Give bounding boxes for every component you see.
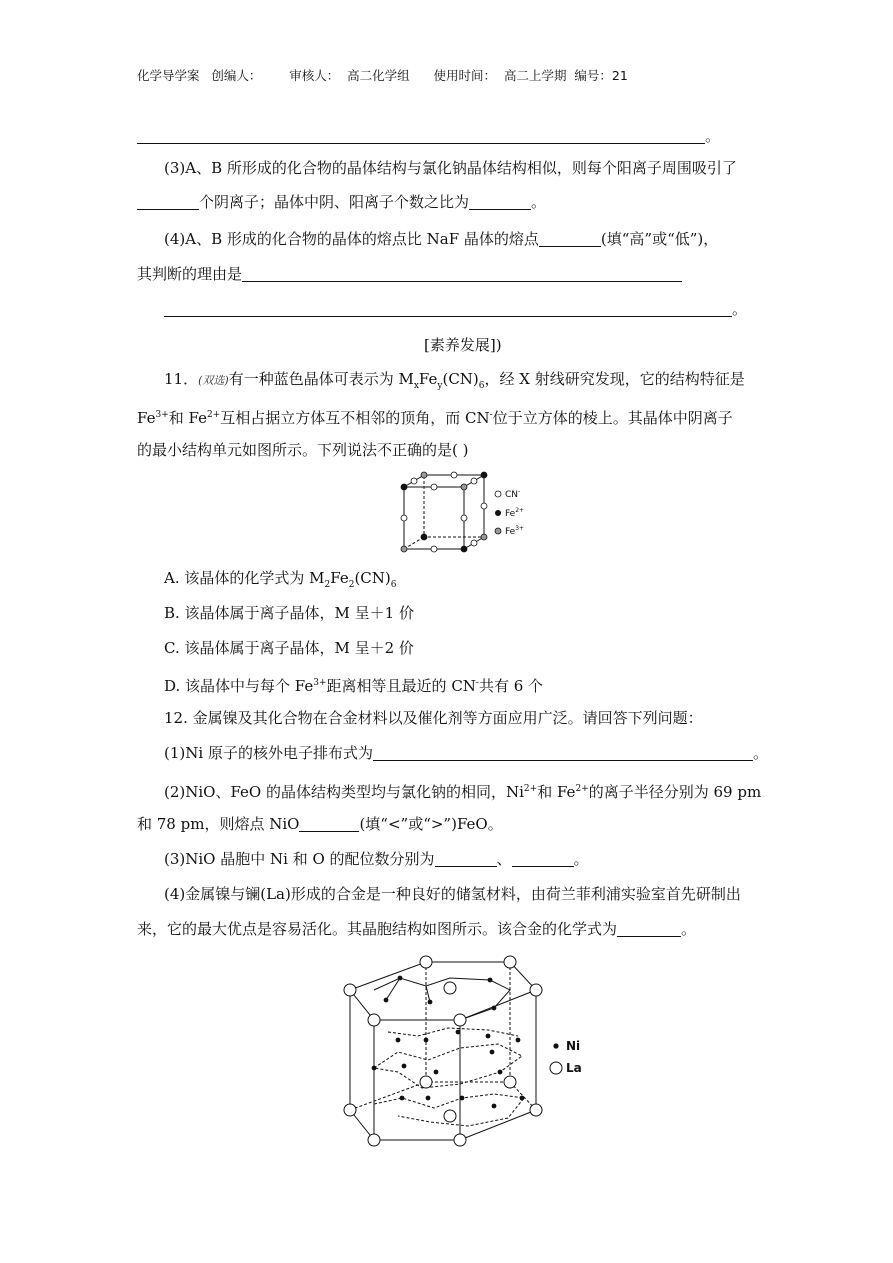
q4-line-c: 。 (164, 299, 747, 319)
legend-fe3: $Fe^{3+}$ (505, 525, 525, 537)
section-title: [素养发展]) (424, 336, 502, 354)
q3-line-a: (3)A、B 所形成的化合物的晶体结构与氯化钠晶体结构相似，则每个阳离子周围吸引了 (164, 159, 737, 177)
q12-2-line-a: (2)NiO、FeO 的晶体结构类型均与氯化钠的相同，$Ni^{2+}$和 $Fe^{2+}$的离子半径分别为 69 pm (164, 783, 762, 801)
option-d[interactable]: D. 该晶体中与每个 $Fe^{3+}$距离相等且最近的 CN-共有 6 个 (164, 677, 544, 695)
option-c[interactable]: C. 该晶体属于离子晶体，M 呈＋2 价 (164, 639, 414, 657)
answer-blank[interactable] (512, 850, 574, 867)
option-a[interactable]: A. 该晶体的化学式为 $M_2Fe_2(CN)_6$ (164, 569, 397, 590)
legend-ni: Ni (566, 1039, 581, 1053)
q12-3-line: (3)NiO 晶胞中 Ni 和 O 的配位数分别为 、 。 (164, 850, 589, 868)
q12-4-line-a: (4)金属镍与镧(La)形成的合金是一种良好的储氢材料，由荷兰菲利浦实验室首先研制出 (164, 885, 741, 903)
legend-fe2: $Fe^{2+}$ (505, 507, 525, 519)
page-header: 化学导学案 创编人： 审核人： 高二化学组 使用时间： 高二上学期 编号：21 (137, 68, 628, 83)
legend-la: La (566, 1061, 582, 1075)
q11-tag: (双选) (198, 374, 229, 387)
q11-line-a: 11．(双选)有一种蓝色晶体可表示为 $M_xFe_y(CN)_6$，经 X 射线研究发现，它的结构特征是 (164, 370, 745, 391)
answer-blank[interactable] (469, 193, 531, 210)
answer-blank[interactable] (137, 127, 705, 144)
answer-line-1: 。 (137, 126, 720, 146)
q11-line-b: $Fe^{3+}$和 $Fe^{2+}$互相占据立方体互不相邻的顶角，而 CN-位于立方体的棱上。其晶体中阴离子 (137, 409, 733, 427)
q4-line-a: (4)A、B 形成的化合物的晶体的熔点比 NaF 晶体的熔点 (填“高”或“低”)， (164, 230, 719, 248)
q12-2-line-b: 和 78 pm，则熔点 NiO (填“<”或“>”)FeO。 (137, 815, 503, 833)
answer-blank[interactable] (164, 300, 732, 317)
answer-blank[interactable] (299, 815, 359, 832)
answer-blank[interactable] (539, 230, 601, 247)
answer-blank[interactable] (137, 193, 199, 210)
q3-line-b: 个阴离子；晶体中阴、阳离子个数之比为 。 (137, 192, 546, 212)
answer-blank[interactable] (617, 920, 681, 937)
answer-blank[interactable] (242, 265, 682, 282)
cube-structure-figure (396, 469, 536, 559)
hexagonal-cell-figure (338, 948, 598, 1153)
answer-blank[interactable] (373, 744, 753, 761)
q12-line: 12. 金属镍及其化合物在合金材料以及催化剂等方面应用广泛。请回答下列问题： (164, 709, 703, 727)
q11-line-c: 的最小结构单元如图所示。下列说法不正确的是( ) (137, 441, 469, 459)
q4-line-b: 其判断的理由是 (137, 264, 682, 284)
option-b[interactable]: B. 该晶体属于离子晶体，M 呈＋1 价 (164, 604, 414, 622)
answer-blank[interactable] (435, 850, 497, 867)
q12-1-line: (1)Ni 原子的核外电子排布式为 。 (164, 744, 768, 762)
q12-4-line-b: 来，它的最大优点是容易活化。其晶胞结构如图所示。该合金的化学式为 。 (137, 920, 697, 938)
legend-cn: CN- (505, 488, 521, 500)
